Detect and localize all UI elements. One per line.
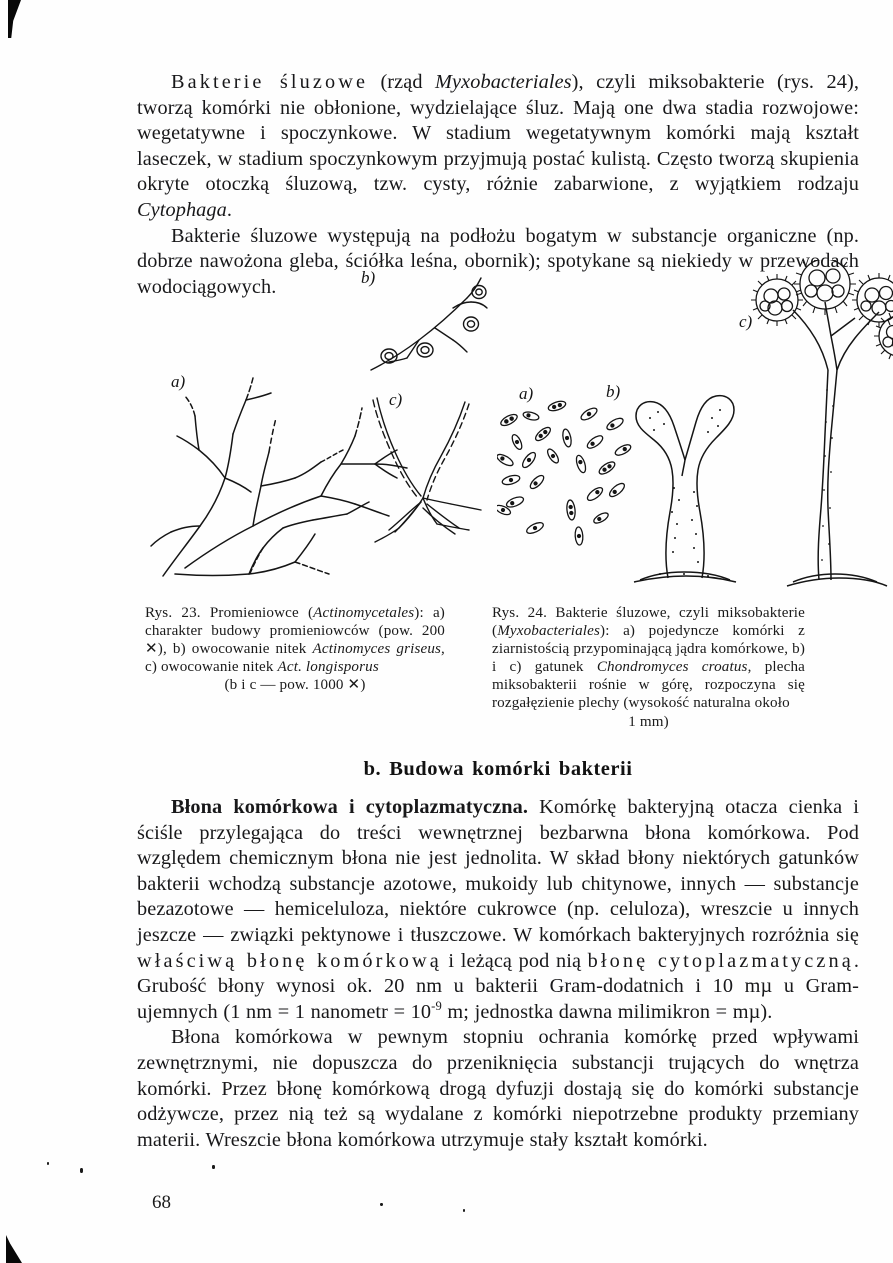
caption-rys-24: Rys. 24. Bakterie śluzowe, czyli miksobakterie (Myxobacteriales): a) pojedyncze komórki z ziarnistością przypominającą jądra komórkowe, b) i c) gatunek Chondromyces croatus, plecha miksobakterii rośnie w górę, rozpoczyna się rozgałęzienie plechy (wysokość naturalna około 1 mm) bbox=[492, 605, 805, 730]
caption-rys-23: Rys. 23. Promieniowce (Actinomycetales): a) charakter budowy promieniowców (pow. 200 ✕), b) owocowanie nitek Actinomyces griseus, c) owocowanie nitek Act. longisporus (b i c — pow. 1000 ✕) bbox=[145, 605, 445, 694]
paragraph-membrane-function: Błona komórkowa w pewnym stopniu ochrania komórkę przed wpływami zewnętrznymi, nie dopuszcza do przeniknięcia substancji trujących do wnętrza komórki. Przez błonę komórkową drogą dyfuzji dostają się do komórki substancje odżywcze, przez nią też są wydalane z komórki niepotrzebne produkty przemiany materii. Wreszcie błona komórkowa utrzymuje stały kształt komórki. bbox=[137, 1026, 859, 1151]
section-heading: b. Budowa komórki bakterii bbox=[363, 758, 633, 780]
figure-rys-23b bbox=[361, 266, 497, 386]
figure-label-23-c: c) bbox=[389, 390, 403, 409]
figure-label-23-b: b) bbox=[361, 268, 376, 287]
act-longisporus-drawing bbox=[365, 376, 495, 546]
figure-label-24-b: b) bbox=[606, 382, 621, 401]
exponent: -9 bbox=[431, 998, 442, 1013]
figure-label-24-c: c) bbox=[739, 312, 753, 331]
figure-label-23-a: a) bbox=[171, 372, 186, 391]
page-number: 68 bbox=[152, 1192, 171, 1213]
scan-speck bbox=[212, 1165, 215, 1169]
scan-artifact-bottom-left bbox=[6, 1235, 22, 1263]
scan-artifact-top-left bbox=[8, 0, 21, 38]
chondromyces-mature-thallus-drawing bbox=[727, 260, 893, 590]
section-text-block bbox=[137, 795, 859, 1153]
scan-speck bbox=[80, 1168, 83, 1173]
figures-row bbox=[137, 258, 859, 598]
scan-speck bbox=[463, 1209, 465, 1212]
scan-speck bbox=[47, 1162, 49, 1165]
caption-last-line: (b i c — pow. 1000 ✕) bbox=[224, 677, 366, 694]
figure-label-24-a: a) bbox=[519, 384, 534, 403]
figure-rys-23c bbox=[365, 376, 495, 546]
caption-last-line: 1 mm) bbox=[628, 713, 669, 730]
paragraph-cell-membrane: Błona komórkowa i cytoplazmatyczna. Komórkę bakteryjną otacza cienka i ściśle przylegająca do treści wewnętrznej bezbarwna błona komórkowa. Pod względem chemicznym błona nie jest jednolita. W skład błony niektórych gatunków bakterii wchodzą substancje azotowe, mukoidy lub chitynowe, innych — substancje bezazotowe — hemiceluloza, niektóre cukrowce (np. celuloza), wreszcie u innych jeszcze — związki pektynowe i tłuszczowe. W komórkach bakteryjnych rozróżnia się właściwą błonę komórkową i leżącą pod nią błonę cytoplazmatyczną. Grubość błony wynosi ok. 20 nm u bakterii Gram-dodatnich i 10 mµ u Gram-ujemnych (1 nm = 1 nanometr = $10^{-9}$ m; jednostka dawna milimikron = mµ). bbox=[137, 796, 859, 1023]
paragraph-slime-bacteria: Bakterie śluzowe (rząd Myxobacteriales), czyli miksobakterie (rys. 24), tworzą komórki nie obłonione, wydzielające śluz. Mają one dwa stadia rozwojowe: wegetatywne i spoczynkowe. W stadium wegetatywnym komórki mają kształt laseczek, w stadium spoczynkowym przyjmują postać kulistą. Często tworzą skupienia okryte otoczką śluzową, tzw. cysty, różnie zabarwione, z wyjątkiem rodzaju Cytophaga. bbox=[137, 71, 860, 221]
scan-speck bbox=[380, 1203, 383, 1206]
paragraph-habitat: Bakterie śluzowe występują na podłożu bogatym w substancje organiczne (np. dobrze nawożona gleba, ściółka leśna, obornik); spotykane są niekiedy w przewodach wodociągowych. bbox=[137, 224, 859, 298]
figure-rys-24c bbox=[727, 260, 893, 590]
actinomyces-griseus-spore-chain-drawing bbox=[367, 266, 497, 386]
